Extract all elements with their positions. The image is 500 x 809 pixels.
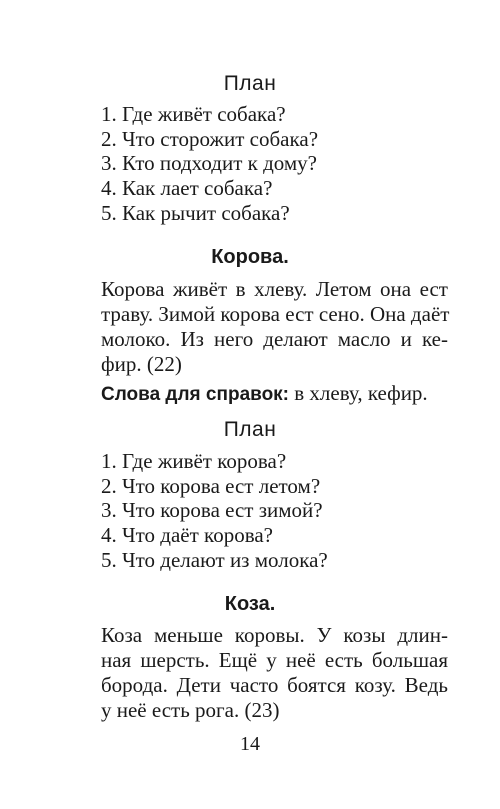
plan-list-dog [101,102,318,226]
plan-item: 3. Кто подходит к дому? [101,151,317,176]
reference-words [101,381,448,406]
plan-title-cow: План [223,418,277,441]
plan-item: 2. Что корова ест летом? [101,473,321,498]
reference-label: Слова для справок: [101,384,290,405]
plan-item: 5. Что делают из молока? [101,547,328,572]
paragraph-line: у неё есть рога. (23) [101,698,280,722]
paragraph-line: Корова живёт в хлеву. Летом она ест [101,277,448,301]
paragraph-line: молоко. Из него делают масло и ке- [101,327,448,351]
plan-item: 5. Как рычит собака? [101,200,290,225]
page-number: 14 [240,733,260,755]
paragraph-line: ная шерсть. Ещё у неё есть большая [101,648,448,672]
paragraph-line: Коза меньше коровы. У козы длин- [101,623,448,647]
reference-words-text: в хлеву, кефир. [289,381,428,405]
plan-item: 3. Что корова ест зимой? [101,498,323,523]
paragraph-line: траву. Зимой корова ест сено. Она даёт [101,302,450,326]
paragraph-cow [101,277,448,377]
plan-item: 4. Как лает собака? [101,176,273,201]
section-title-cow: Корова. [211,246,289,268]
section-title-goat: Коза. [224,593,276,615]
paragraph-goat [101,623,448,723]
plan-item: 1. Где живёт корова? [101,449,287,473]
paragraph-line: фир. (22) [101,352,182,376]
plan-item: 1. Где живёт собака? [101,102,286,126]
plan-item: 4. Что даёт корова? [101,523,273,548]
plan-title-dog: План [223,72,277,95]
plan-list-cow [101,449,328,573]
paragraph-line: борода. Дети часто боятся козу. Ведь [101,673,448,697]
plan-item: 2. Что сторожит собака? [101,126,319,151]
